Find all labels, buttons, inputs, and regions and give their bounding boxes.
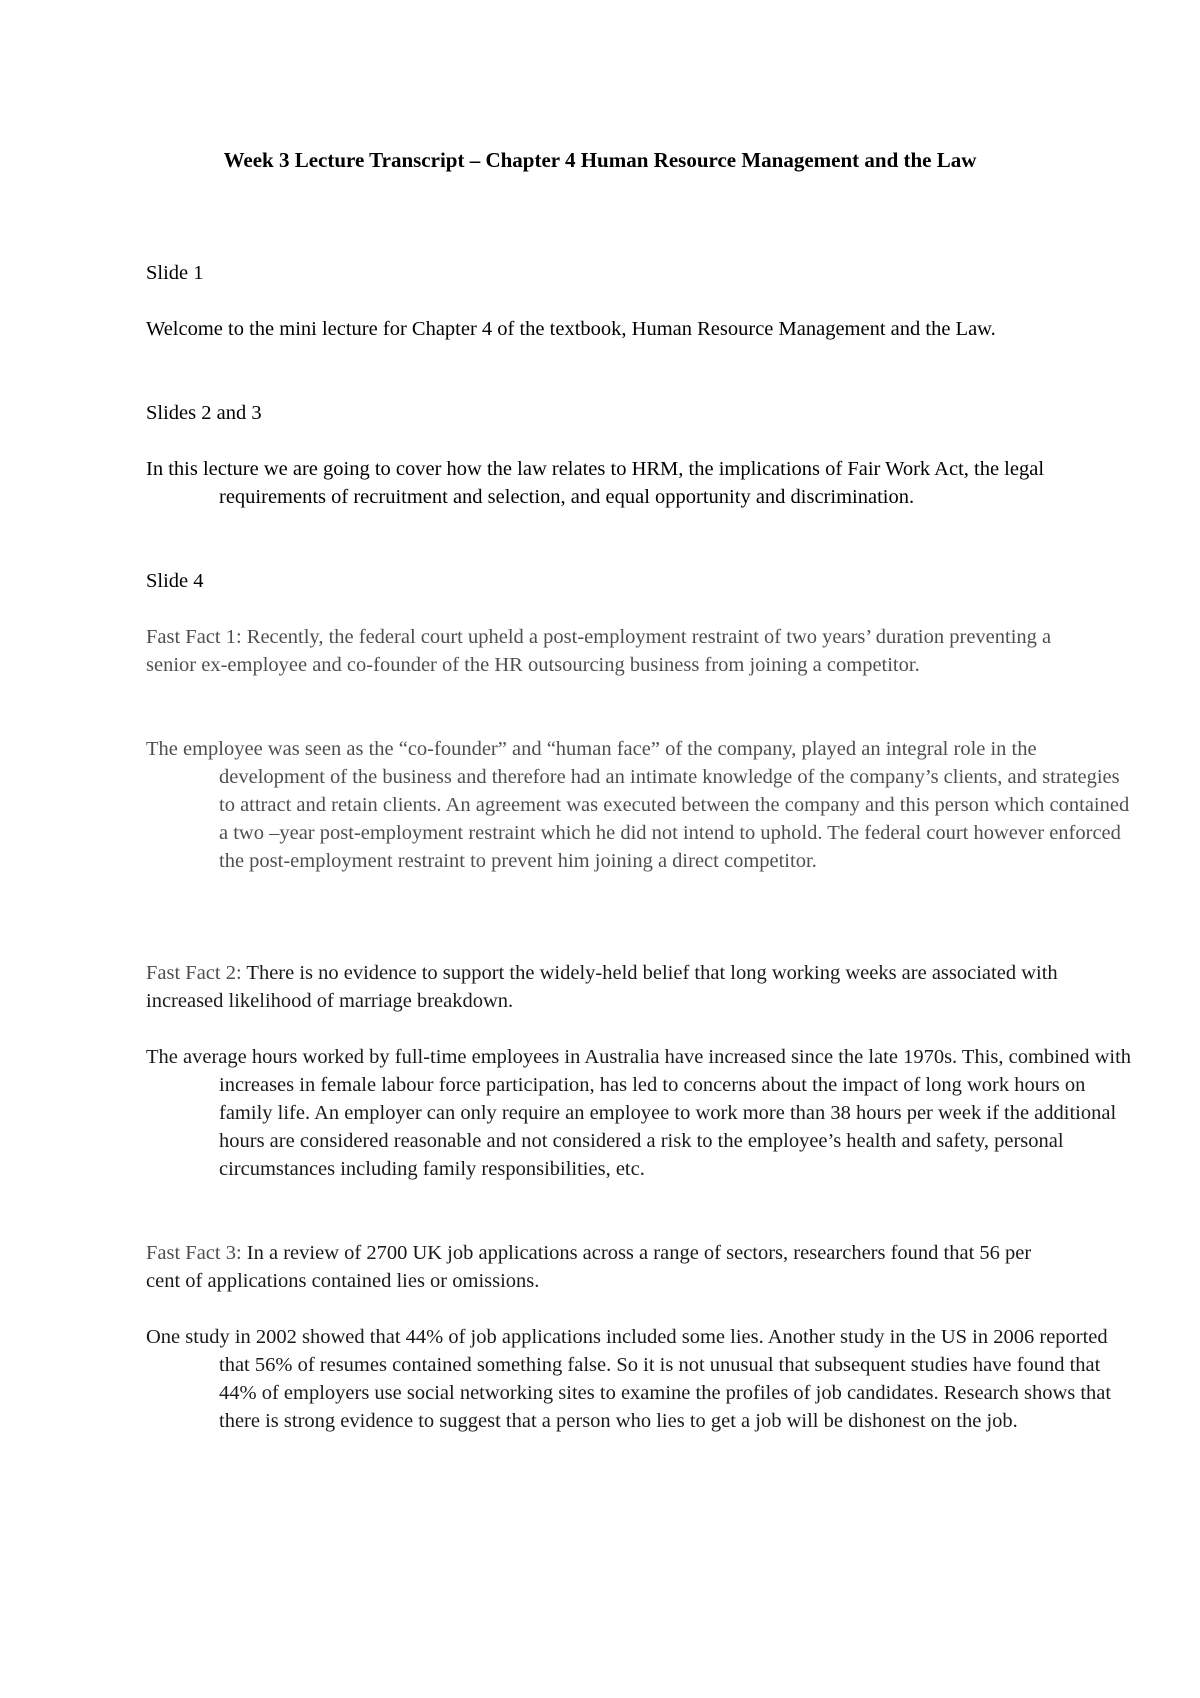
fast-fact-2-text: There is no evidence to support the widely-held belief that long working weeks are associated with increased likelihood of marriage breakdown. [146,962,1058,1012]
fast-fact-2 [146,959,1066,1015]
fast-fact-3-text: In a review of 2700 UK job applications across a range of sectors, researchers found that 56 per cent of applications contained lies or omissions. [146,1242,1032,1292]
fast-fact-3 [146,1239,1066,1295]
slide-4-heading: Slide 4 [146,570,204,592]
slide-1-heading: Slide 1 [146,262,204,284]
fast-fact-2-label: Fast Fact 2: [146,962,247,984]
document-title: Week 3 Lecture Transcript – Chapter 4 Human Resource Management and the Law [223,148,977,172]
slides-2-3-heading: Slides 2 and 3 [146,402,262,424]
fast-fact-3-detail: One study in 2002 showed that 44% of job applications included some lies. Another study in the US in 2006 reported that 56% of resumes contained something false. So it is not unusual that subsequent studies have found that 44% of employers use social networking sites to examine the profiles of job candidates. Research shows that there is strong evidence to suggest that a person who lies to get a job will be dishonest on the job. [146,1326,1112,1432]
fast-fact-2-detail: The average hours worked by full-time employees in Australia have increased since the late 1970s. This, combined with increases in female labour force participation, has led to concerns about the impact of long work hours on family life. An employer can only require an employee to work more than 38 hours per week if the additional hours are considered reasonable and not considered a risk to the employee’s health and safety, personal circumstances including family responsibilities, etc. [146,1046,1132,1180]
slides-2-3-text: In this lecture we are going to cover how the law relates to HRM, the implications of Fair Work Act, the legal requirements of recruitment and selection, and equal opportunity and discrimination. [146,458,1045,508]
slide-1-text: Welcome to the mini lecture for Chapter 4 of the textbook, Human Resource Management and the Law. [146,318,996,340]
fast-fact-3-label: Fast Fact 3: [146,1242,247,1264]
fast-fact-1: Fast Fact 1: Recently, the federal court upheld a post-employment restraint of two years’ duration preventing a senior ex-employee and co-founder of the HR outsourcing business from joining a competitor. [146,626,1052,676]
fast-fact-1-detail: The employee was seen as the “co-founder” and “human face” of the company, played an integral role in the development of the business and therefore had an intimate knowledge of the company’s clients, and strategies to attract and retain clients. An agreement was executed between the company and this person which contained a two –year post-employment restraint which he did not intend to uphold. The federal court however enforced the post-employment restraint to prevent him joining a direct competitor. [146,738,1130,872]
